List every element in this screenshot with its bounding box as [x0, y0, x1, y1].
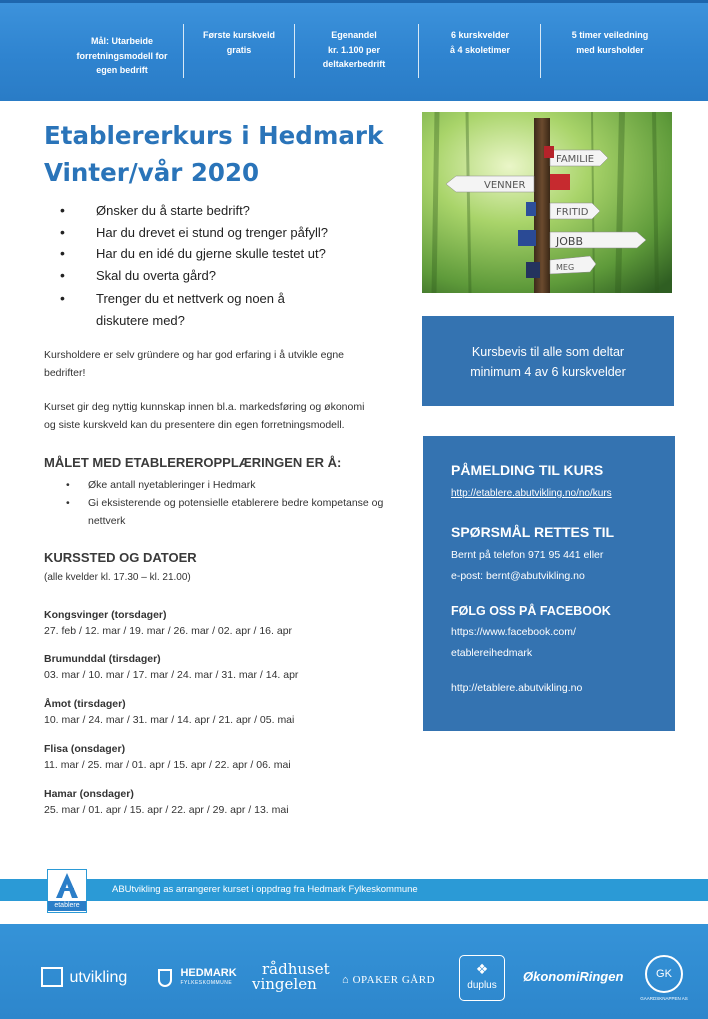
fact-first-free: Første kurskveld gratis [202, 30, 276, 55]
logo-abutvikling [41, 968, 127, 988]
logo-gaardsknappen [638, 955, 690, 1001]
footer-strip-text: ABUtvikling as arrangerer kurset i oppdrag fra Hedmark Fylkeskommune [112, 884, 418, 895]
goals-list [66, 476, 396, 530]
sign-fritid: FRITID [556, 207, 589, 218]
location-dates: 27. feb / 12. mar / 19. mar / 26. mar / 02. apr / 16. apr [44, 625, 293, 637]
location-kongsvinger [44, 607, 384, 639]
goal-item: • Gi eksisterende og potensielle etablerere bedre kompetanse og nettverk [66, 494, 396, 530]
location-amot [44, 696, 384, 728]
contact-box [423, 436, 675, 731]
signup-link[interactable]: http://etablere.abutvikling.no/no/kurs [451, 488, 612, 499]
duplus-name: duplus [467, 980, 497, 991]
logo-utvikling-text: utvikling [69, 969, 128, 986]
location-name: Kongsvinger (torsdager) [44, 609, 167, 621]
location-dates: 10. mar / 24. mar / 31. mar / 14. apr / 21. apr / 05. mai [44, 714, 295, 726]
header-band [0, 0, 708, 101]
fact-goal: Mål: Utarbeide forretningsmodell for egen bedrift [76, 36, 168, 75]
location-name: Flisa (onsdager) [44, 743, 126, 755]
questions-heading: SPØRSMÅL RETTES TIL [451, 524, 615, 540]
sign-meg: MEG [556, 263, 575, 272]
sign-familie: FAMILIE [556, 154, 595, 165]
logo-duplus [459, 955, 505, 1001]
logo-opaker [342, 970, 435, 988]
header-divider [294, 24, 295, 78]
location-dates: 03. mar / 10. mar / 17. mar / 24. mar / 31. mar / 14. apr [44, 669, 299, 681]
header-divider [418, 24, 419, 78]
goals-heading: MÅLET MED ETABLEREROPPLÆRINGEN ER Å: [44, 455, 342, 470]
header-divider [183, 24, 184, 78]
location-name: Brumunddal (tirsdager) [44, 653, 161, 665]
ab-mark-icon [41, 967, 63, 987]
location-name: Hamar (onsdager) [44, 788, 134, 800]
logo-hedmark [158, 968, 237, 988]
location-name: Åmot (tirsdager) [44, 698, 126, 710]
raadhuset-line-1: rådhuset [262, 960, 330, 978]
page-title: Etablererkurs i Hedmark Vinter/vår 2020 [44, 121, 384, 187]
facebook-heading: FØLG OSS PÅ FACEBOOK [451, 604, 611, 618]
fact-fee: Egenandel kr. 1.100 per deltakerbedrift [322, 30, 386, 69]
schedule-time-note: (alle kvelder kl. 17.30 – kl. 21.00) [44, 572, 191, 583]
email-line[interactable]: e-post: bernt@abutvikling.no [451, 570, 585, 582]
etablere-logo [47, 869, 87, 913]
ringen-text: Ringen [579, 969, 624, 984]
question-list [60, 200, 360, 331]
header-topline [0, 0, 708, 3]
phone-line: Bernt på telefon 971 95 441 eller [451, 549, 604, 561]
hedmark-sub: FYLKESKOMMUNE [180, 980, 233, 986]
question-item: • Skal du overta gård? [60, 265, 360, 287]
signpost-illustration [422, 112, 672, 293]
etablere-label: etablere [48, 901, 86, 911]
location-flisa [44, 741, 384, 773]
raadhuset-line-2: vingelen [252, 975, 317, 993]
fact-evenings: 6 kurskvelder å 4 skoletimer [449, 30, 511, 55]
location-hamar [44, 786, 384, 818]
facebook-url-line-2[interactable]: etablereihedmark [451, 647, 533, 659]
website-link[interactable]: http://etablere.abutvikling.no [451, 682, 583, 694]
signpost-photo [422, 112, 672, 293]
opaker-house-icon: ⌂ [342, 974, 349, 986]
logo-raadhuset [252, 962, 330, 992]
etablere-mark-icon [48, 870, 86, 902]
sign-jobb: JOBB [556, 235, 583, 248]
signup-heading: PÅMELDING TIL KURS [451, 462, 604, 478]
gk-emblem: GK [645, 955, 683, 993]
question-item: • Trenger du et nettverk og noen å diskutere med? [60, 288, 360, 331]
fact-guidance: 5 timer veiledning med kursholder [571, 30, 649, 55]
goal-item: • Øke antall nyetableringer i Hedmark [66, 476, 396, 494]
schedule-heading: KURSSTED OG DATOER [44, 550, 197, 565]
location-dates: 25. mar / 01. apr / 15. apr / 22. apr / 29. apr / 13. mai [44, 804, 289, 816]
instructors-paragraph: Kursholdere er selv gründere og har god erfaring i å utvikle egne bedrifter! [44, 349, 345, 379]
question-item: • Ønsker du å starte bedrift? [60, 200, 360, 222]
course-paragraph: Kurset gir deg nyttig kunnskap innen bl.a. markedsføring og økonomi og siste kurskveld kan du presentere din egen forretningsmodell. [44, 401, 365, 431]
hedmark-crest-icon [158, 969, 172, 987]
location-dates: 11. mar / 25. mar / 01. apr / 15. apr / 22. apr / 06. mai [44, 759, 291, 771]
duplus-mark-icon: ❖ [475, 961, 489, 977]
header-divider [540, 24, 541, 78]
okonomi-text: Økonomi [523, 969, 580, 984]
facebook-url-line-1[interactable]: https://www.facebook.com/ [451, 626, 576, 638]
gk-sub: GAARDSKNAPPEN AS [640, 996, 688, 1001]
logo-okonomiringen [523, 969, 623, 984]
certificate-box: Kursbevis til alle som deltar minimum 4 av 6 kurskvelder [422, 316, 674, 406]
question-item: • Har du drevet ei stund og trenger påfyll? [60, 222, 360, 244]
location-brumunddal [44, 651, 384, 683]
question-item: • Har du en idé du gjerne skulle testet ut? [60, 243, 360, 265]
sign-venner: VENNER [484, 180, 526, 191]
hedmark-name: HEDMARK [180, 967, 237, 979]
opaker-name: OPAKER GÅRD [352, 974, 436, 986]
